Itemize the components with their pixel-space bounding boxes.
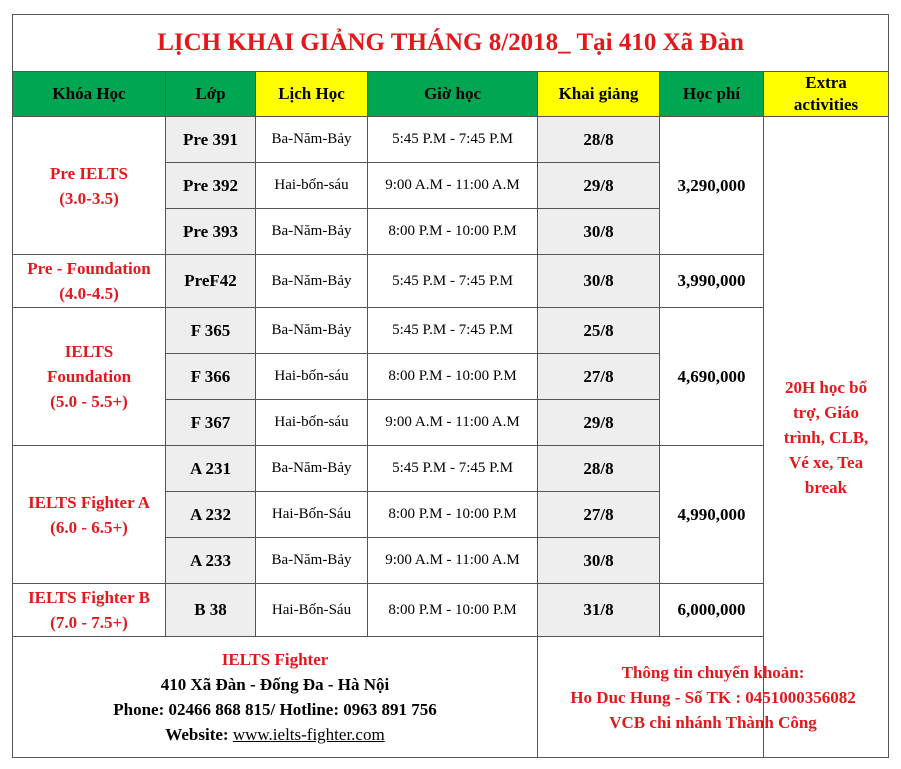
course-name-line1: IELTS bbox=[64, 342, 114, 361]
header-schedule: Lịch Học bbox=[256, 72, 368, 117]
class-opening: 30/8 bbox=[538, 538, 660, 584]
class-opening: 31/8 bbox=[538, 584, 660, 637]
class-time: 9:00 A.M - 11:00 A.M bbox=[368, 538, 538, 584]
class-opening: 27/8 bbox=[538, 354, 660, 400]
class-time: 8:00 P.M - 10:00 P.M bbox=[368, 354, 538, 400]
class-opening: 30/8 bbox=[538, 255, 660, 308]
header-fee: Học phí bbox=[660, 72, 764, 117]
course-ielts-foundation bbox=[13, 308, 166, 446]
class-opening: 28/8 bbox=[538, 117, 660, 163]
schedule-sheet bbox=[12, 14, 888, 760]
footer-bank-info bbox=[538, 637, 889, 758]
class-code: A 231 bbox=[166, 446, 256, 492]
class-opening: 25/8 bbox=[538, 308, 660, 354]
header-extra-line2: activities bbox=[793, 95, 859, 114]
course-pre-ielts bbox=[13, 117, 166, 255]
course-fee: 4,990,000 bbox=[660, 446, 764, 584]
course-band: (7.0 - 7.5+) bbox=[50, 613, 128, 632]
table-row bbox=[13, 584, 889, 637]
course-band: (5.0 - 5.5+) bbox=[50, 392, 128, 411]
class-time: 5:45 P.M - 7:45 P.M bbox=[368, 446, 538, 492]
extra-line3: trình, CLB, bbox=[783, 427, 869, 447]
class-code: F 366 bbox=[166, 354, 256, 400]
class-schedule: Ba-Năm-Bảy bbox=[256, 538, 368, 584]
class-schedule: Hai-Bốn-Sáu bbox=[256, 584, 368, 637]
course-fee: 3,990,000 bbox=[660, 255, 764, 308]
footer-brand: IELTS Fighter bbox=[221, 650, 329, 669]
class-schedule: Hai-Bốn-Sáu bbox=[256, 492, 368, 538]
class-code: PreF42 bbox=[166, 255, 256, 308]
course-name-line2: Foundation bbox=[46, 367, 132, 386]
footer-contact bbox=[13, 637, 538, 758]
class-code: F 365 bbox=[166, 308, 256, 354]
class-schedule: Ba-Năm-Bảy bbox=[256, 446, 368, 492]
header-row bbox=[13, 72, 889, 117]
extra-line4: Vé xe, Tea bbox=[788, 452, 864, 472]
table-row bbox=[13, 255, 889, 308]
class-code: Pre 391 bbox=[166, 117, 256, 163]
class-time: 5:45 P.M - 7:45 P.M bbox=[368, 308, 538, 354]
class-schedule: Hai-bốn-sáu bbox=[256, 163, 368, 209]
schedule-table bbox=[12, 14, 889, 758]
class-schedule: Ba-Năm-Bảy bbox=[256, 308, 368, 354]
table-row bbox=[13, 308, 889, 354]
extra-line5: break bbox=[804, 477, 848, 497]
class-schedule: Ba-Năm-Bảy bbox=[256, 255, 368, 308]
class-code: A 233 bbox=[166, 538, 256, 584]
bank-branch: VCB chi nhánh Thành Công bbox=[609, 712, 817, 732]
bank-account: Ho Duc Hung - Số TK : 0451000356082 bbox=[570, 687, 856, 707]
course-fee: 3,290,000 bbox=[660, 117, 764, 255]
class-schedule: Ba-Năm-Bảy bbox=[256, 117, 368, 163]
course-band: (3.0-3.5) bbox=[59, 188, 119, 208]
class-code: F 367 bbox=[166, 400, 256, 446]
class-opening: 29/8 bbox=[538, 400, 660, 446]
course-fee: 4,690,000 bbox=[660, 308, 764, 446]
class-schedule: Hai-bốn-sáu bbox=[256, 354, 368, 400]
header-extra bbox=[764, 72, 889, 117]
page-title: LỊCH KHAI GIẢNG THÁNG 8/2018_ Tại 410 Xã Đàn bbox=[13, 15, 889, 72]
extra-line1: 20H học bổ bbox=[784, 377, 868, 397]
class-opening: 29/8 bbox=[538, 163, 660, 209]
footer-phone: Phone: 02466 868 815/ Hotline: 0963 891 756 bbox=[113, 700, 437, 719]
bank-info-title: Thông tin chuyển khoản: bbox=[621, 662, 805, 682]
class-time: 9:00 A.M - 11:00 A.M bbox=[368, 163, 538, 209]
class-code: B 38 bbox=[166, 584, 256, 637]
header-time: Giờ học bbox=[368, 72, 538, 117]
course-name: Pre - Foundation bbox=[27, 259, 151, 278]
extra-line2: trợ, Giáo bbox=[792, 402, 860, 422]
table-row bbox=[13, 446, 889, 492]
course-ielts-fighter-a bbox=[13, 446, 166, 584]
website-link[interactable]: www.ielts-fighter.com bbox=[232, 725, 385, 744]
course-name: IELTS Fighter A bbox=[28, 492, 150, 512]
course-ielts-fighter-b bbox=[13, 584, 166, 637]
header-opening: Khai giảng bbox=[538, 72, 660, 117]
class-time: 5:45 P.M - 7:45 P.M bbox=[368, 117, 538, 163]
footer-address: 410 Xã Đàn - Đống Đa - Hà Nội bbox=[160, 675, 390, 694]
class-code: Pre 393 bbox=[166, 209, 256, 255]
class-opening: 27/8 bbox=[538, 492, 660, 538]
class-code: A 232 bbox=[166, 492, 256, 538]
course-band: (6.0 - 6.5+) bbox=[50, 517, 128, 537]
class-schedule: Ba-Năm-Bảy bbox=[256, 209, 368, 255]
course-band: (4.0-4.5) bbox=[59, 284, 119, 303]
course-name: IELTS Fighter B bbox=[28, 588, 150, 607]
footer-website-label: Website: bbox=[165, 725, 233, 744]
class-opening: 30/8 bbox=[538, 209, 660, 255]
class-opening: 28/8 bbox=[538, 446, 660, 492]
header-extra-line1: Extra bbox=[805, 73, 847, 92]
table-row bbox=[13, 117, 889, 163]
class-code: Pre 392 bbox=[166, 163, 256, 209]
class-time: 8:00 P.M - 10:00 P.M bbox=[368, 209, 538, 255]
class-time: 8:00 P.M - 10:00 P.M bbox=[368, 492, 538, 538]
header-course: Khóa Học bbox=[13, 72, 166, 117]
course-name: Pre IELTS bbox=[50, 163, 128, 183]
class-time: 5:45 P.M - 7:45 P.M bbox=[368, 255, 538, 308]
class-time: 8:00 P.M - 10:00 P.M bbox=[368, 584, 538, 637]
footer-row bbox=[13, 637, 889, 758]
course-pre-foundation bbox=[13, 255, 166, 308]
header-class: Lớp bbox=[166, 72, 256, 117]
course-fee: 6,000,000 bbox=[660, 584, 764, 637]
class-time: 9:00 A.M - 11:00 A.M bbox=[368, 400, 538, 446]
class-schedule: Hai-bốn-sáu bbox=[256, 400, 368, 446]
